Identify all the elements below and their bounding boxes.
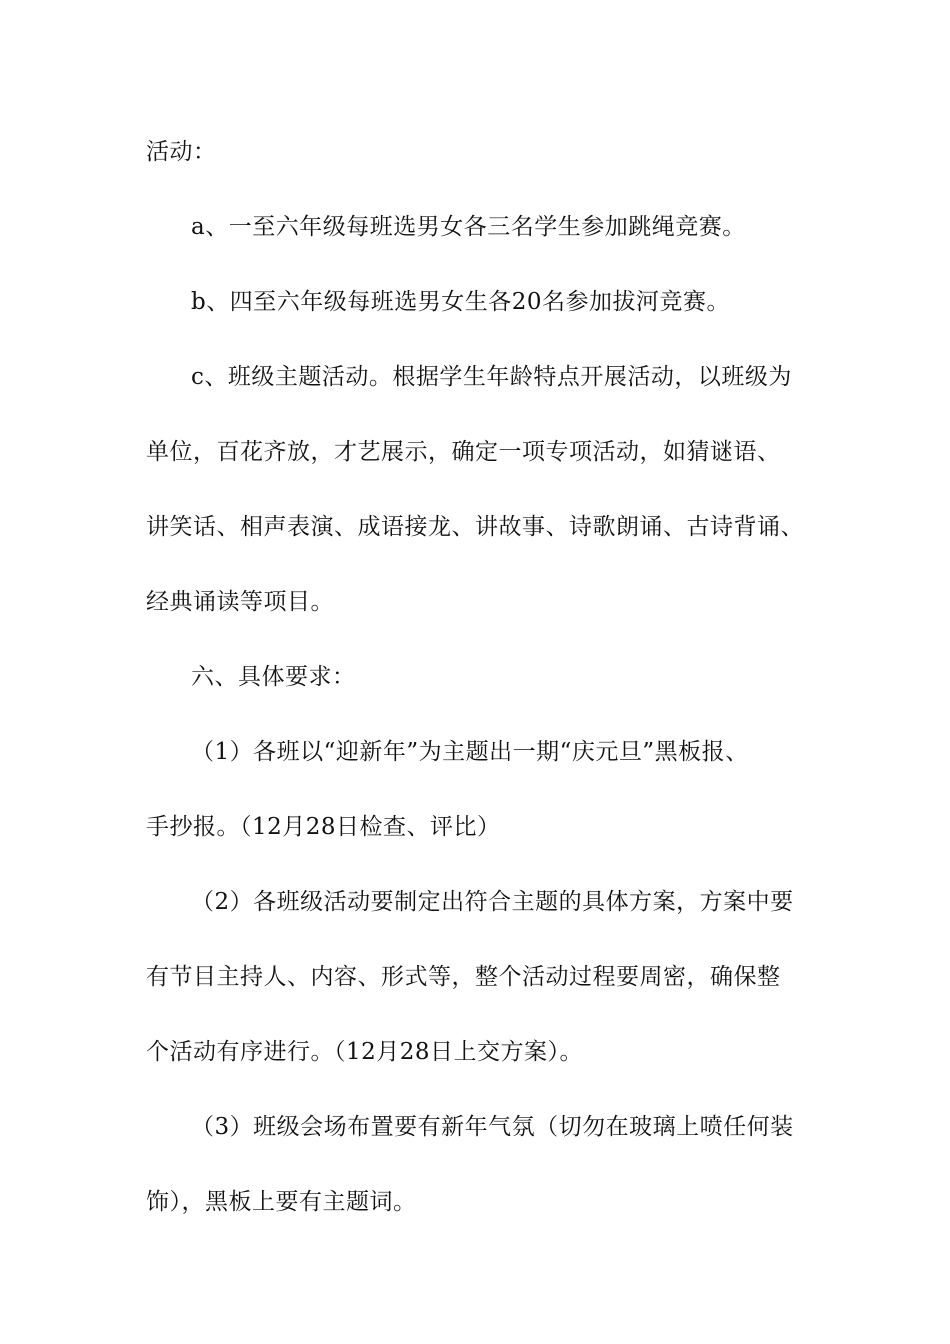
- text-line-req-1: （1）各班以“迎新年”为主题出一期“庆元旦”黑板报、: [191, 739, 749, 765]
- text-line-req-2-cont-1: 有节目主持人、内容、形式等，整个活动过程要周密，确保整: [146, 964, 781, 990]
- text-line-item-c-cont-2: 讲笑话、相声表演、成语接龙、讲故事、诗歌朗诵、古诗背诵、: [146, 514, 804, 540]
- text-line-item-c-cont-1: 单位，百花齐放，才艺展示，确定一项专项活动，如猜谜语、: [146, 439, 781, 465]
- text-line-item-c: c、班级主题活动。根据学生年龄特点开展活动，以班级为: [191, 364, 792, 390]
- section-heading-requirements: 六、具体要求：: [191, 664, 356, 690]
- text-line-req-1-cont: 手抄报。（12月28日检查、评比）: [146, 814, 501, 840]
- text-line-req-3-cont: 饰），黑板上要有主题词。: [146, 1189, 417, 1215]
- text-line-req-3: （3）班级会场布置要有新年气氛（切勿在玻璃上喷任何装: [191, 1114, 794, 1140]
- text-line-req-2: （2）各班级活动要制定出符合主题的具体方案，方案中要: [191, 889, 794, 915]
- text-line-item-c-cont-3: 经典诵读等项目。: [146, 589, 334, 615]
- text-line-activity-heading: 活动：: [146, 139, 217, 165]
- text-line-req-2-cont-2: 个活动有序进行。（12月28日上交方案）。: [146, 1039, 584, 1065]
- text-line-item-b: b、四至六年级每班选男女生各20名参加拔河竞赛。: [191, 289, 730, 315]
- text-line-item-a: a、一至六年级每班选男女各三名学生参加跳绳竞赛。: [191, 214, 746, 240]
